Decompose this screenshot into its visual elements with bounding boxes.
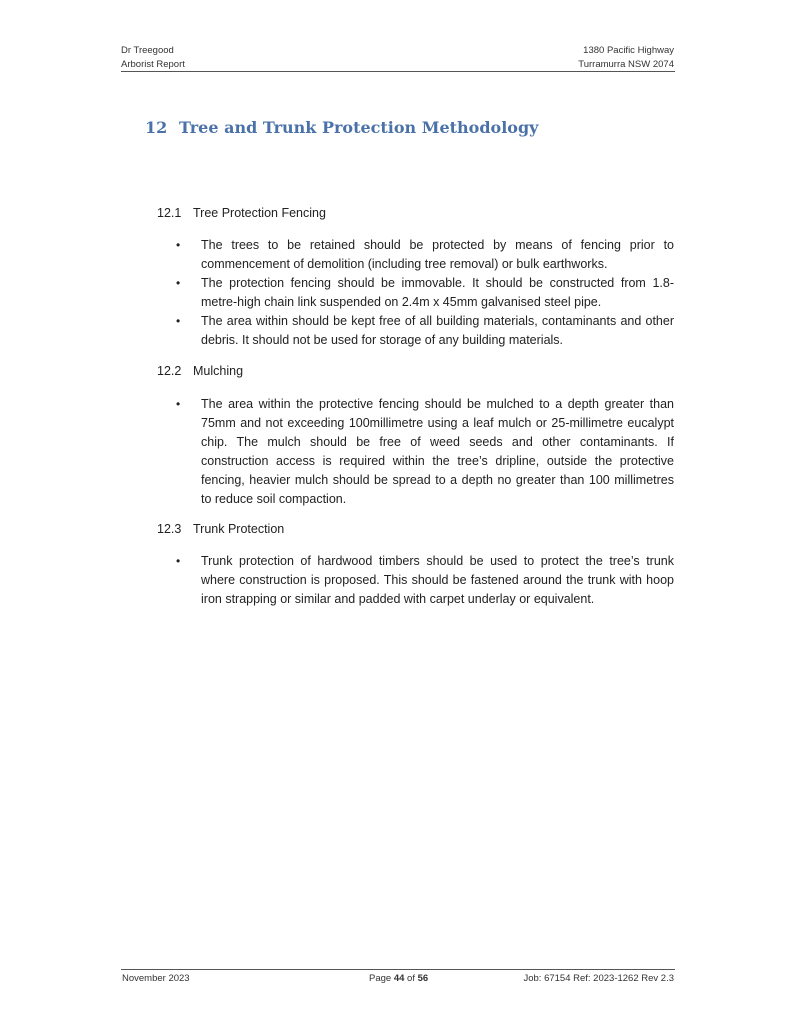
header-left [121, 44, 185, 72]
footer-job-reference: Job: 67154 Ref: 2023-1262 Rev 2.3 [523, 973, 674, 984]
list-item-text: The trees to be retained should be protected by means of fencing prior to commencement of demolition (including tree removal) or bulk earthworks. [201, 238, 674, 271]
header-author: Dr Treegood [121, 45, 174, 56]
total-pages: 56 [417, 973, 429, 984]
current-page: 44 [393, 973, 405, 984]
footer-page-number [369, 973, 428, 984]
subsection-heading-12-1 [157, 206, 326, 220]
bullet-list-mulching [176, 395, 674, 509]
subsection-number: 12.1 [157, 206, 182, 220]
header-right [578, 44, 674, 72]
page-label: Page [369, 973, 392, 984]
list-item [176, 552, 674, 609]
section-heading [145, 118, 538, 137]
footer-date: November 2023 [122, 973, 190, 984]
subsection-title: Trunk Protection [193, 522, 285, 536]
bullet-icon: • [176, 276, 181, 290]
bullet-list-trunk [176, 552, 674, 609]
section-number: 12 [145, 118, 168, 137]
header-address-suburb: Turramurra NSW 2074 [578, 59, 674, 70]
footer-divider [121, 969, 675, 970]
list-item-text: The area within the protective fencing should be mulched to a depth greater than 75mm and not exceeding 100millimetre using a leaf mulch or 25-millimetre eucalypt chip. The mulch should be free of weed seeds and other contaminants. If construction access is required within the tree’s dripline, outside the protective fencing, heavier mulch should be spread to a depth no greater than 100 millimetres to reduce soil compaction. [201, 397, 674, 506]
section-title: Tree and Trunk Protection Methodology [179, 118, 539, 137]
bullet-icon: • [176, 314, 181, 328]
list-item [176, 312, 674, 350]
header-address-street: 1380 Pacific Highway [583, 45, 674, 56]
subsection-number: 12.3 [157, 522, 182, 536]
bullet-icon: • [176, 397, 181, 411]
list-item-text: The area within should be kept free of all building materials, contaminants and other debris. It should not be used for storage of any building materials. [201, 314, 674, 347]
bullet-icon: • [176, 238, 181, 252]
header-report-type: Arborist Report [121, 59, 185, 70]
subsection-number: 12.2 [157, 364, 182, 378]
list-item-text: Trunk protection of hardwood timbers should be used to protect the tree’s trunk where construction is proposed. This should be fastened around the trunk with hoop iron strapping or similar and padded with carpet underlay or equivalent. [201, 554, 674, 606]
list-item-text: The protection fencing should be immovable. It should be constructed from 1.8-metre-high chain link suspended on 2.4m x 45mm galvanised steel pipe. [201, 276, 674, 309]
subsection-title: Mulching [193, 364, 244, 378]
list-item [176, 274, 674, 312]
subsection-heading-12-3 [157, 522, 284, 536]
bullet-icon: • [176, 554, 181, 568]
subsection-title: Tree Protection Fencing [193, 206, 326, 220]
subsection-heading-12-2 [157, 364, 243, 378]
list-item [176, 395, 674, 509]
list-item [176, 236, 674, 274]
bullet-list-fencing [176, 236, 674, 350]
page-of: of [407, 973, 415, 984]
header-divider [121, 71, 675, 72]
